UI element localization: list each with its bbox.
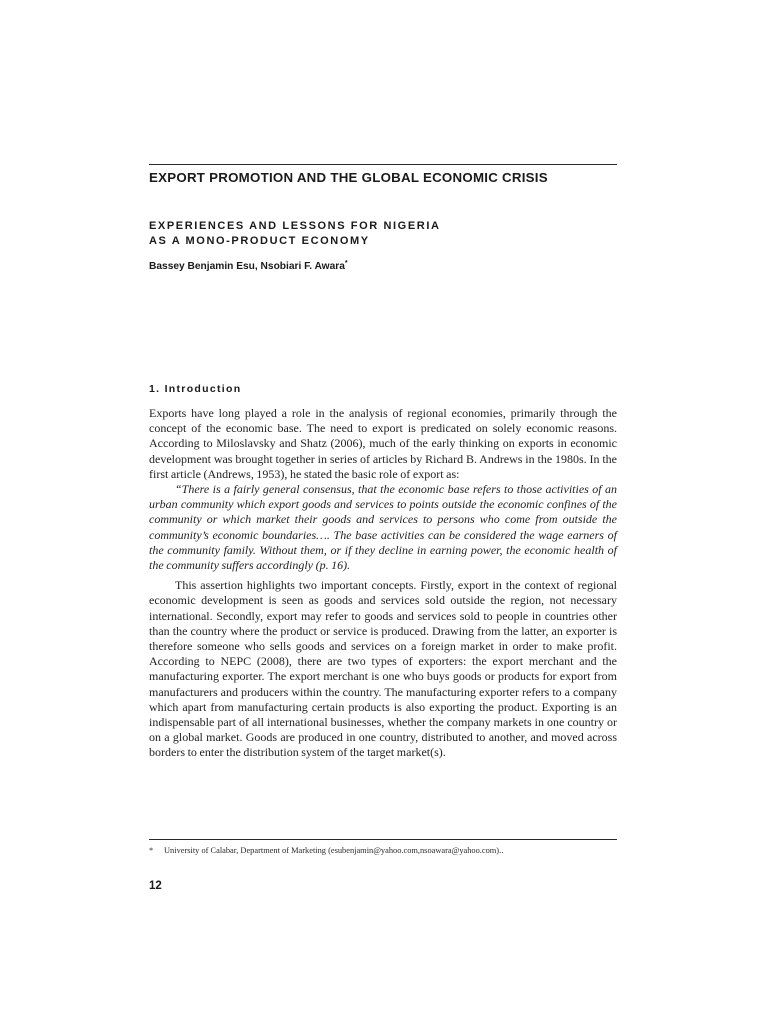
section-heading: 1. Introduction bbox=[149, 383, 242, 395]
paragraph-2: This assertion highlights two important concepts. Firstly, export in the context of regional economic development is seen as goods and services sold outside the region, not necessary international. Secondly, export may refer to goods and services sold to people in countries other than the country where the product or service is produced. Drawing from the latter, an exporter is therefore someone who sells goods and services on a foreign market in order to make profit. According to NEPC (2008), there are two types of exporters: the export merchant and the manufacturing exporter. The export merchant is one who buys goods or products for export from manufacturers and producers within the country. The manufacturing exporter refers to a company which apart from manufacturing certain products is also exporting the product. Exporting is an indispensable part of all international businesses, whether the company markets in one country or on a global market. Goods are produced in one country, distributed to another, and moved across borders to enter the distribution system of the target market(s). bbox=[149, 578, 617, 760]
footnote-rule bbox=[149, 839, 617, 840]
footnote-text: University of Calabar, Department of Marketing (esubenjamin@yahoo.com,nsoawara@yahoo.com).. bbox=[164, 846, 504, 855]
footnote-marker: * bbox=[149, 846, 154, 855]
author-names: Bassey Benjamin Esu, Nsobiari F. Awara bbox=[149, 261, 345, 272]
article-subtitle bbox=[149, 219, 617, 249]
article-title: EXPORT PROMOTION AND THE GLOBAL ECONOMIC CRISIS bbox=[149, 170, 548, 185]
author-note-marker: * bbox=[344, 260, 348, 267]
block-quote: “There is a fairly general consensus, that the economic base refers to those activities of an urban community which export goods and services to points outside the economic confines of the community or which market their goods and services to persons who come from outside the community’s economic boundaries…. The base activities can be considered the wage earners of the community family. Without them, or if they decline in earning power, the economic health of the community suffers accordingly (p. 16). bbox=[149, 482, 617, 573]
body-text bbox=[149, 406, 617, 761]
document-page bbox=[149, 0, 617, 1024]
footnote bbox=[149, 845, 617, 857]
author-line bbox=[149, 260, 617, 274]
paragraph-1: Exports have long played a role in the analysis of regional economies, primarily through the concept of the economic base. The need to export is predicated on solely economic reasons. According to Miloslavsky and Shatz (2006), much of the early thinking on exports in economic development was brought together in series of articles by Richard B. Andrews in the 1980s. In the first article (Andrews, 1953), he stated the basic role of export as: bbox=[149, 406, 617, 481]
subtitle-line-1: EXPERIENCES AND LESSONS FOR NIGERIA bbox=[149, 220, 441, 232]
page-number: 12 bbox=[149, 880, 162, 892]
title-rule bbox=[149, 164, 617, 165]
subtitle-line-2: AS A MONO-PRODUCT ECONOMY bbox=[149, 235, 370, 247]
